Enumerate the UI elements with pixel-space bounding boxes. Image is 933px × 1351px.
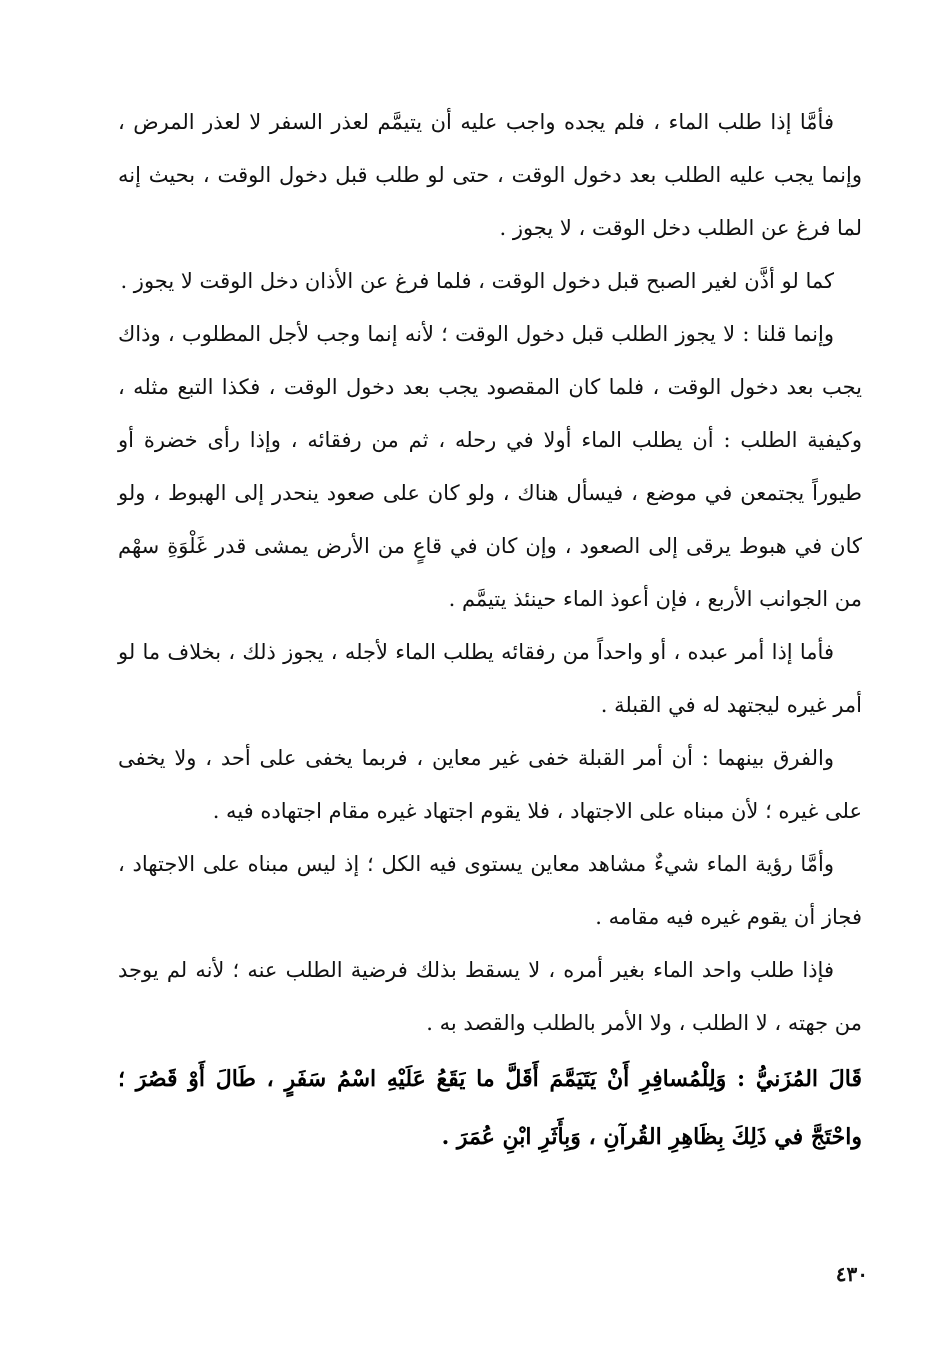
muzani-quote: قَالَ المُزَنيُّ : وَلِلْمُسافِرِ أَنْ يَتَيَمَّمَ أَقَلَّ ما يَقَعُ عَلَيْهِ اسْمُ سَفَرٍ ، طَالَ أَوْ قَصُرَ ؛ واحْتَجَّ في ذَلِكَ بِظَاهِرِ القُرآنِ ، وَبِأَثَرِ ابْنِ عُمَرَ . xyxy=(118,1066,862,1150)
page-number: ٤٣٠ xyxy=(835,1262,868,1286)
paragraph: وأمَّا رؤية الماء شيءٌ مشاهد معاين يستوى فيه الكل ؛ إذ ليس مبناه على الاجتهاد ، فجاز أن يقوم غيره فيه مقامه . xyxy=(118,852,862,929)
paragraph: فأمَّا إذا طلب الماء ، فلم يجده واجب عليه أن يتيمَّم لعذر السفر لا لعذر المرض ، وإنما يجب عليه الطلب بعد دخول الوقت ، حتى لو طلب قبل دخول الوقت ، بحيث إنه لما فرغ عن الطلب دخل الوقت ، لا يجوز . xyxy=(118,110,862,240)
paragraph: كما لو أذَّن لغير الصبح قبل دخول الوقت ، فلما فرغ عن الأذان دخل الوقت لا يجوز . xyxy=(120,269,834,293)
paragraph: فأما إذا أمر عبده ، أو واحداً من رفقائه يطلب الماء لأجله ، يجوز ذلك ، بخلاف ما لو أمر غيره ليجتهد له في القبلة . xyxy=(118,640,862,717)
paragraph: وإنما قلنا : لا يجوز الطلب قبل دخول الوقت ؛ لأنه إنما وجب لأجل المطلوب ، وذاك يجب بعد دخول الوقت ، فلما كان المقصود يجب بعد دخول الوقت ، فكذا التبع مثله ، وكيفية الطلب : أن يطلب الماء أولا في رحله ، ثم من رفقائه ، وإذا رأى خضرة أو طيوراً يجتمعن في موضع ، فيسأل هناك ، ولو كان على صعود ينحدر إلى الهبوط ، ولو كان في هبوط يرقى إلى الصعود ، وإن كان في قاعٍ من الأرض يمشى قدر غَلْوَةِ سهْم من الجوانب الأربع ، فإن أعوذ الماء حينئذ يتيمَّم . xyxy=(118,322,862,611)
paragraph: والفرق بينهما : أن أمر القبلة خفى غير معاين ، فربما يخفى على أحد ، ولا يخفى على غيره ؛ لأن مبناه على الاجتهاد ، فلا يقوم اجتهاد غيره مقام اجتهاده فيه . xyxy=(118,746,862,823)
body-text xyxy=(118,96,862,1166)
paragraph: فإذا طلب واحد الماء بغير أمره ، لا يسقط بذلك فرضية الطلب عنه ؛ لأنه لم يوجد من جهته ، لا الطلب ، ولا الأمر بالطلب والقصد به . xyxy=(118,958,862,1035)
